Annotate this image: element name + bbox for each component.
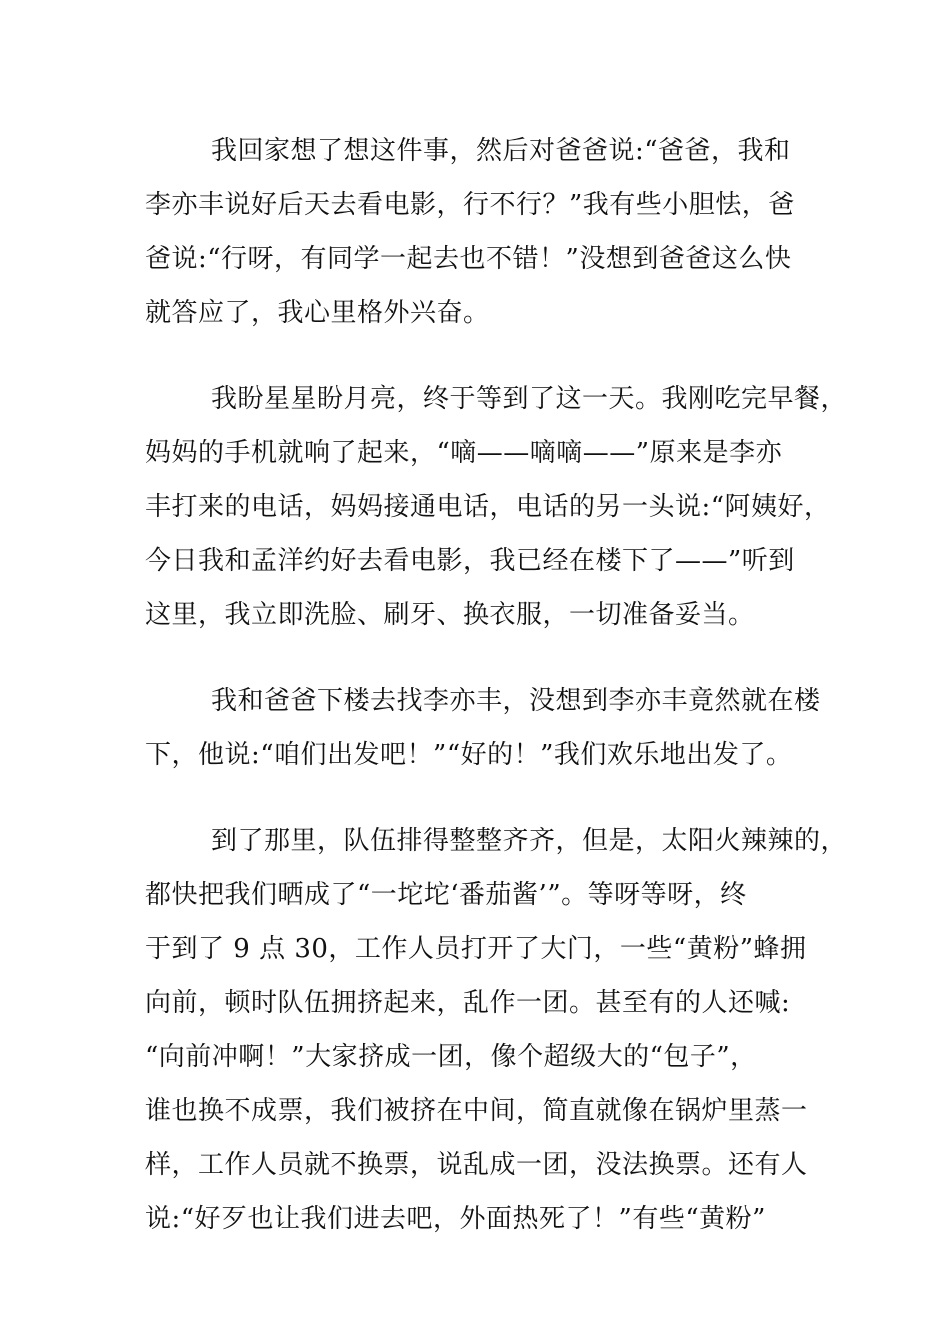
text-line: “向前冲啊！”大家挤成一团，像个超级大的“包子”， (145, 1042, 757, 1072)
text-line: 今日我和孟洋约好去看电影，我已经在楼下了——”听到 (145, 546, 795, 576)
text-line: 下，他说:“咱们出发吧！”“好的！”我们欢乐地出发了。 (145, 740, 793, 770)
paragraph-1 (145, 124, 815, 340)
paragraph-3 (145, 674, 821, 782)
text-line: 李亦丰说好后天去看电影，行不行？”我有些小胆怯，爸 (145, 190, 795, 220)
text-line: 我和爸爸下楼去找李亦丰，没想到李亦丰竟然就在楼 (211, 686, 821, 716)
text-line: 到了那里，队伍排得整整齐齐，但是，太阳火辣辣的， (211, 826, 848, 856)
text-line: 爸说:“行呀，有同学一起去也不错！”没想到爸爸这么快 (145, 244, 792, 274)
text-line: 这里，我立即洗脸、刷牙、换衣服，一切准备妥当。 (145, 600, 755, 630)
text-line: 样，工作人员就不换票，说乱成一团，没法换票。还有人 (145, 1150, 808, 1180)
text-line: 妈妈的手机就响了起来，“嘀——嘀嘀——”原来是李亦 (145, 438, 783, 468)
text-line: 谁也换不成票，我们被挤在中间，简直就像在锅炉里蒸一 (145, 1096, 808, 1126)
text-line: 我盼星星盼月亮，终于等到了这一天。我刚吃完早餐， (211, 384, 848, 414)
paragraph-2 (145, 372, 848, 642)
text-line: 丰打来的电话，妈妈接通电话，电话的另一头说:“阿姨好， (145, 492, 831, 522)
paragraph-4 (145, 814, 848, 1246)
text-line: 说:“好歹也让我们进去吧，外面热死了！”有些“黄粉” (145, 1204, 766, 1234)
text-line: 就答应了，我心里格外兴奋。 (145, 298, 490, 328)
text-line: 我回家想了想这件事，然后对爸爸说:“爸爸，我和 (211, 136, 791, 166)
text-line: 向前，顿时队伍拥挤起来，乱作一团。甚至有的人还喊: (145, 988, 791, 1018)
text-line: 都快把我们晒成了“一坨坨‘番茄酱’”。等呀等呀，终 (145, 880, 747, 910)
text-line: 于到了 9 点 30，工作人员打开了大门，一些“黄粉”蜂拥 (145, 934, 807, 964)
